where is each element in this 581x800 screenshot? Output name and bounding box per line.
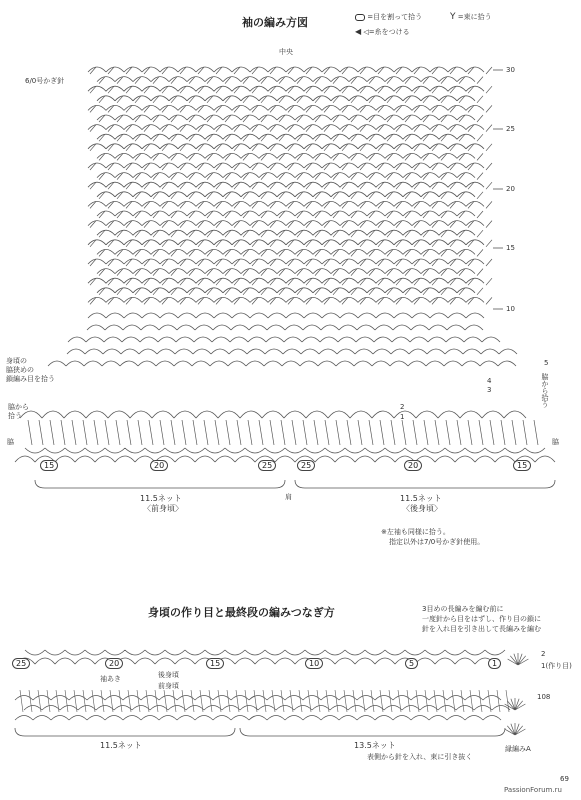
page-number: 69 — [560, 775, 569, 783]
span-left-label: 11.5ネット — [100, 741, 142, 750]
instruction-line: 針を入れ目を引き出して長編みを編む — [422, 625, 541, 633]
row-number: 30 — [506, 66, 515, 74]
back-body-label: 〈後身頃〉 — [402, 504, 442, 513]
row-number: 3 — [487, 386, 492, 394]
span-right-label: 13.5ネット — [354, 741, 396, 750]
count-badge: 1 — [488, 651, 501, 670]
legend-text: =目を割って拾う — [367, 13, 423, 21]
row-number: 4 — [487, 377, 492, 385]
count-badge: 5 — [405, 651, 418, 670]
waki-left-label: 脇 — [7, 438, 14, 446]
bottom-note: 表側から針を入れ、束に引き抜く — [367, 753, 473, 761]
note-line: 指定以外は7/0号かぎ針使用。 — [389, 538, 485, 546]
pick-label-line: 脇狭めの — [6, 366, 34, 374]
joining-chart-title: 身頃の作り目と最終段の編みつなぎ方 — [148, 606, 335, 619]
y-branch-icon: Y — [450, 12, 456, 22]
legend-text: ◁=糸をつける — [363, 28, 410, 36]
pick-label-line: 身頃の — [6, 357, 27, 365]
waki-label-line: 拾う — [8, 412, 22, 420]
count-badge: 15 — [40, 453, 58, 472]
row-number: 20 — [506, 185, 515, 193]
row-label: 1(作り目) — [541, 662, 572, 670]
center-label: 中央 — [279, 48, 293, 56]
count-badge: 25 — [258, 453, 276, 472]
waki-right-label: 脇 — [552, 438, 559, 446]
row-label: 108 — [537, 693, 551, 701]
row-number: 25 — [506, 125, 515, 133]
legend-item-split — [355, 12, 422, 22]
count-badge: 10 — [305, 651, 323, 670]
count-badge: 25 — [12, 651, 30, 670]
arrow-attach-icon: ◀ — [355, 27, 362, 36]
count-badge: 20 — [150, 453, 168, 472]
front-span-label: 11.5ネット — [140, 494, 182, 503]
back-body-label: 後身頃 — [158, 671, 179, 679]
front-body-label: 前身頃 — [158, 682, 179, 690]
count-badge: 20 — [105, 651, 123, 670]
shoulder-label: 肩 — [285, 493, 292, 501]
edge-label: 縁編みA — [505, 745, 531, 753]
count-badge: 15 — [206, 651, 224, 670]
waki-label-line: 脇から — [8, 403, 29, 411]
sleeve-opening-label: 袖あき — [100, 675, 121, 683]
watermark: PassionForum.ru — [504, 786, 562, 794]
front-body-label: 〈前身頃〉 — [143, 504, 183, 513]
row-number: 15 — [506, 244, 515, 252]
instruction-line: 一度針から目をはずし、作り目の鎖に — [422, 615, 541, 623]
row-number: 10 — [506, 305, 515, 313]
count-badge: 25 — [297, 453, 315, 472]
back-span-label: 11.5ネット — [400, 494, 442, 503]
row-number: 1 — [400, 413, 405, 421]
hook-size-label: 6/0号かぎ針 — [25, 77, 65, 85]
pick-label-line: 鎖編み目を拾う — [6, 375, 55, 383]
side-pick-label: 脇から拾う — [541, 373, 549, 408]
row-number: 5 — [544, 359, 549, 367]
note-line: ※左袖も同様に拾う。 — [381, 528, 450, 536]
row-number: 2 — [400, 403, 405, 411]
instruction-line: 3目めの長編みを編む前に — [422, 605, 504, 613]
count-badge: 15 — [513, 453, 531, 472]
legend-item-attach — [355, 27, 410, 37]
legend-text: =束に拾う — [457, 13, 492, 21]
legend-item-bundle — [450, 12, 492, 22]
row-label: 2 — [541, 650, 546, 658]
count-badge: 20 — [404, 453, 422, 472]
sleeve-chart-title: 袖の編み方図 — [242, 16, 308, 29]
oval-icon — [355, 14, 365, 21]
